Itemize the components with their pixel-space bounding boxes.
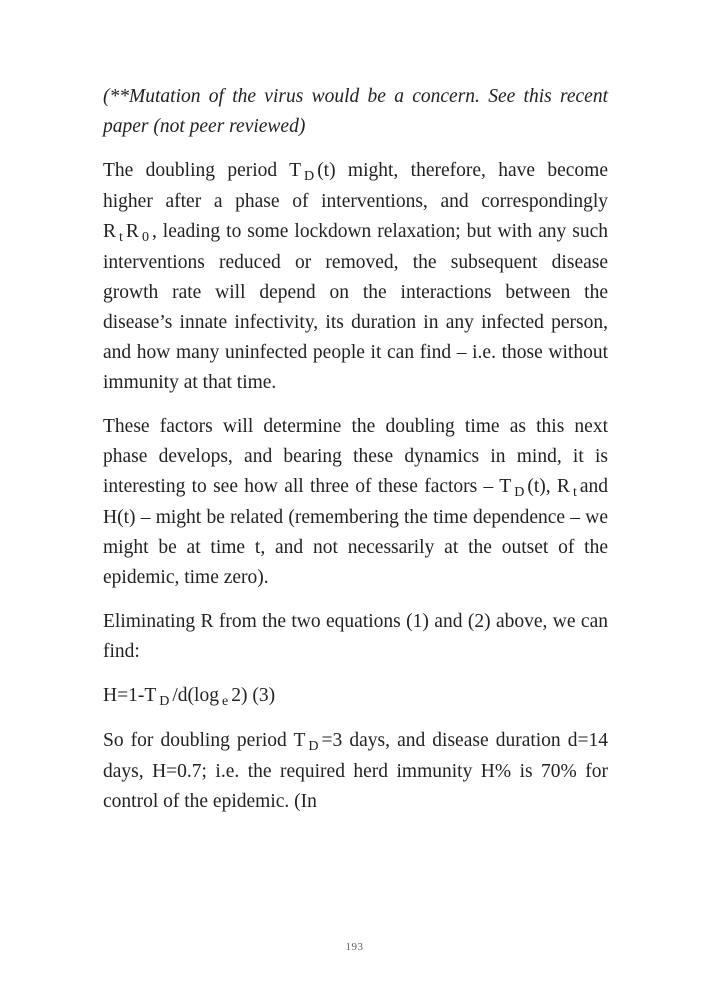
subscript: D [159,693,170,710]
subscript: e [221,693,229,710]
paragraph-equation [103,681,608,712]
text-run: and H(t) – might be related (remembering the time dependence – we might be at time t, and not necessarily at the outset of the epidemic, time zero). [103,476,608,588]
text-run: , leading to some lockdown relaxation; but with any such interventions reduced or removed, the subsequent disease growth rate will depend on the interactions between the disease’s innate infectivity, its duration in any infected person, and how many uninfected people it can find – i.e. those without immunity at that time. [103,221,608,393]
paragraph-body [103,412,608,593]
page-content [103,82,608,831]
text-run: The doubling period T [103,160,302,181]
text-run: (t) might, therefore, have become higher after a phase of interventions, and correspondingly R [103,160,609,242]
text-run: /d(log [172,685,219,706]
paragraph-body [103,156,608,398]
paragraph-body [103,607,608,667]
subscript: D [304,168,315,185]
text-run: H=1-T [103,685,157,706]
paragraph-body [103,726,608,817]
paragraph-note [103,82,608,142]
text-run: (**Mutation of the virus would be a concern. See this recent paper (not peer reviewed) [103,86,608,137]
subscript: t [119,229,123,246]
subscript: D [514,484,525,501]
subscript: D [308,738,319,755]
text-run: 2) (3) [231,685,276,706]
subscript: t [572,484,577,501]
text-run: (t), R [527,476,570,497]
text-run: =3 days, and disease duration d=14 days, H=0.7; i.e. the required herd immunity H% is 70% for control of the epidemic. (In [103,730,609,812]
text-run: These factors will determine the doubling time as this next phase develops, and bearing these dynamics in mind, it is interesting to see how all three of these factors – T [103,416,608,497]
text-run: Eliminating R from the two equations (1) and (2) above, we can find: [103,611,608,662]
text-run: R [125,221,139,242]
subscript: 0 [141,229,149,246]
text-run: So for doubling period T [103,730,306,751]
page-number: 193 [345,941,364,953]
